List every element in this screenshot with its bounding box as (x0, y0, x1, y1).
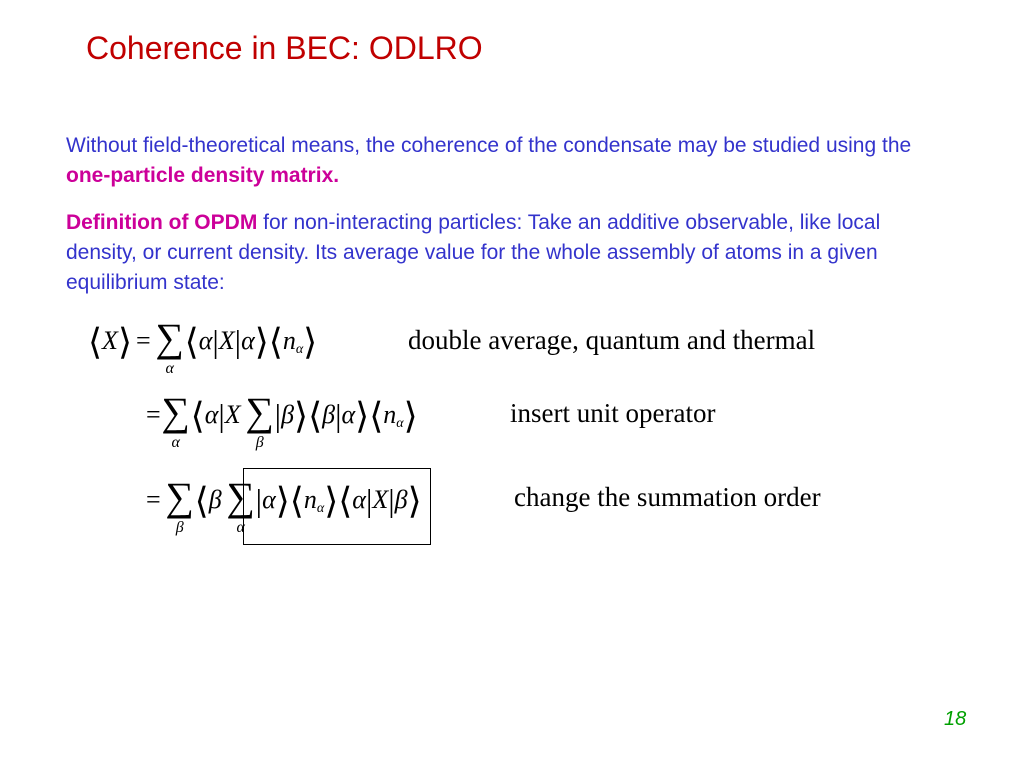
sum-beta: ∑ β (165, 474, 194, 536)
definition-heading: Definition of OPDM (66, 211, 258, 234)
definition-paragraph (66, 208, 946, 298)
intro-paragraph (66, 131, 946, 191)
slide-title: Coherence in BEC: ODLRO (86, 30, 483, 66)
sum-alpha: ∑ α (155, 315, 184, 377)
intro-highlight: one-particle density matrix. (66, 164, 340, 187)
intro-text: Without field-theoretical means, the coherence of the condensate may be studied using the (66, 134, 912, 157)
line2-description: insert unit operator (510, 398, 716, 428)
equation-line-2: = ∑ α ⟨α|X ∑ β $|\beta⟩⟨\beta|\alpha⟩⟨n_\alpha⟩$ (146, 389, 418, 451)
page-number: 18 (944, 708, 967, 730)
equation-line-3: = ∑ β ⟨β ∑ α $|\alpha⟩⟨n_\alpha⟩⟨\alpha|X|\beta⟩$ (146, 474, 422, 536)
sum-alpha: ∑ α (226, 474, 255, 536)
sum-alpha: ∑ α (161, 389, 190, 451)
sum-beta: ∑ β (245, 389, 274, 451)
equation-line-1: ⟨X⟩ = ∑ α $⟨\alpha|X|\alpha⟩⟨n_\alpha⟩$ (88, 315, 318, 377)
line3-description: change the summation order (514, 482, 821, 512)
definition-text: for non-interacting particles: Take an additive observable, like local density, or current density. Its average value for the whole assembly of atoms in a given equilibrium state: (66, 211, 881, 294)
line1-description: double average, quantum and thermal (408, 325, 816, 355)
